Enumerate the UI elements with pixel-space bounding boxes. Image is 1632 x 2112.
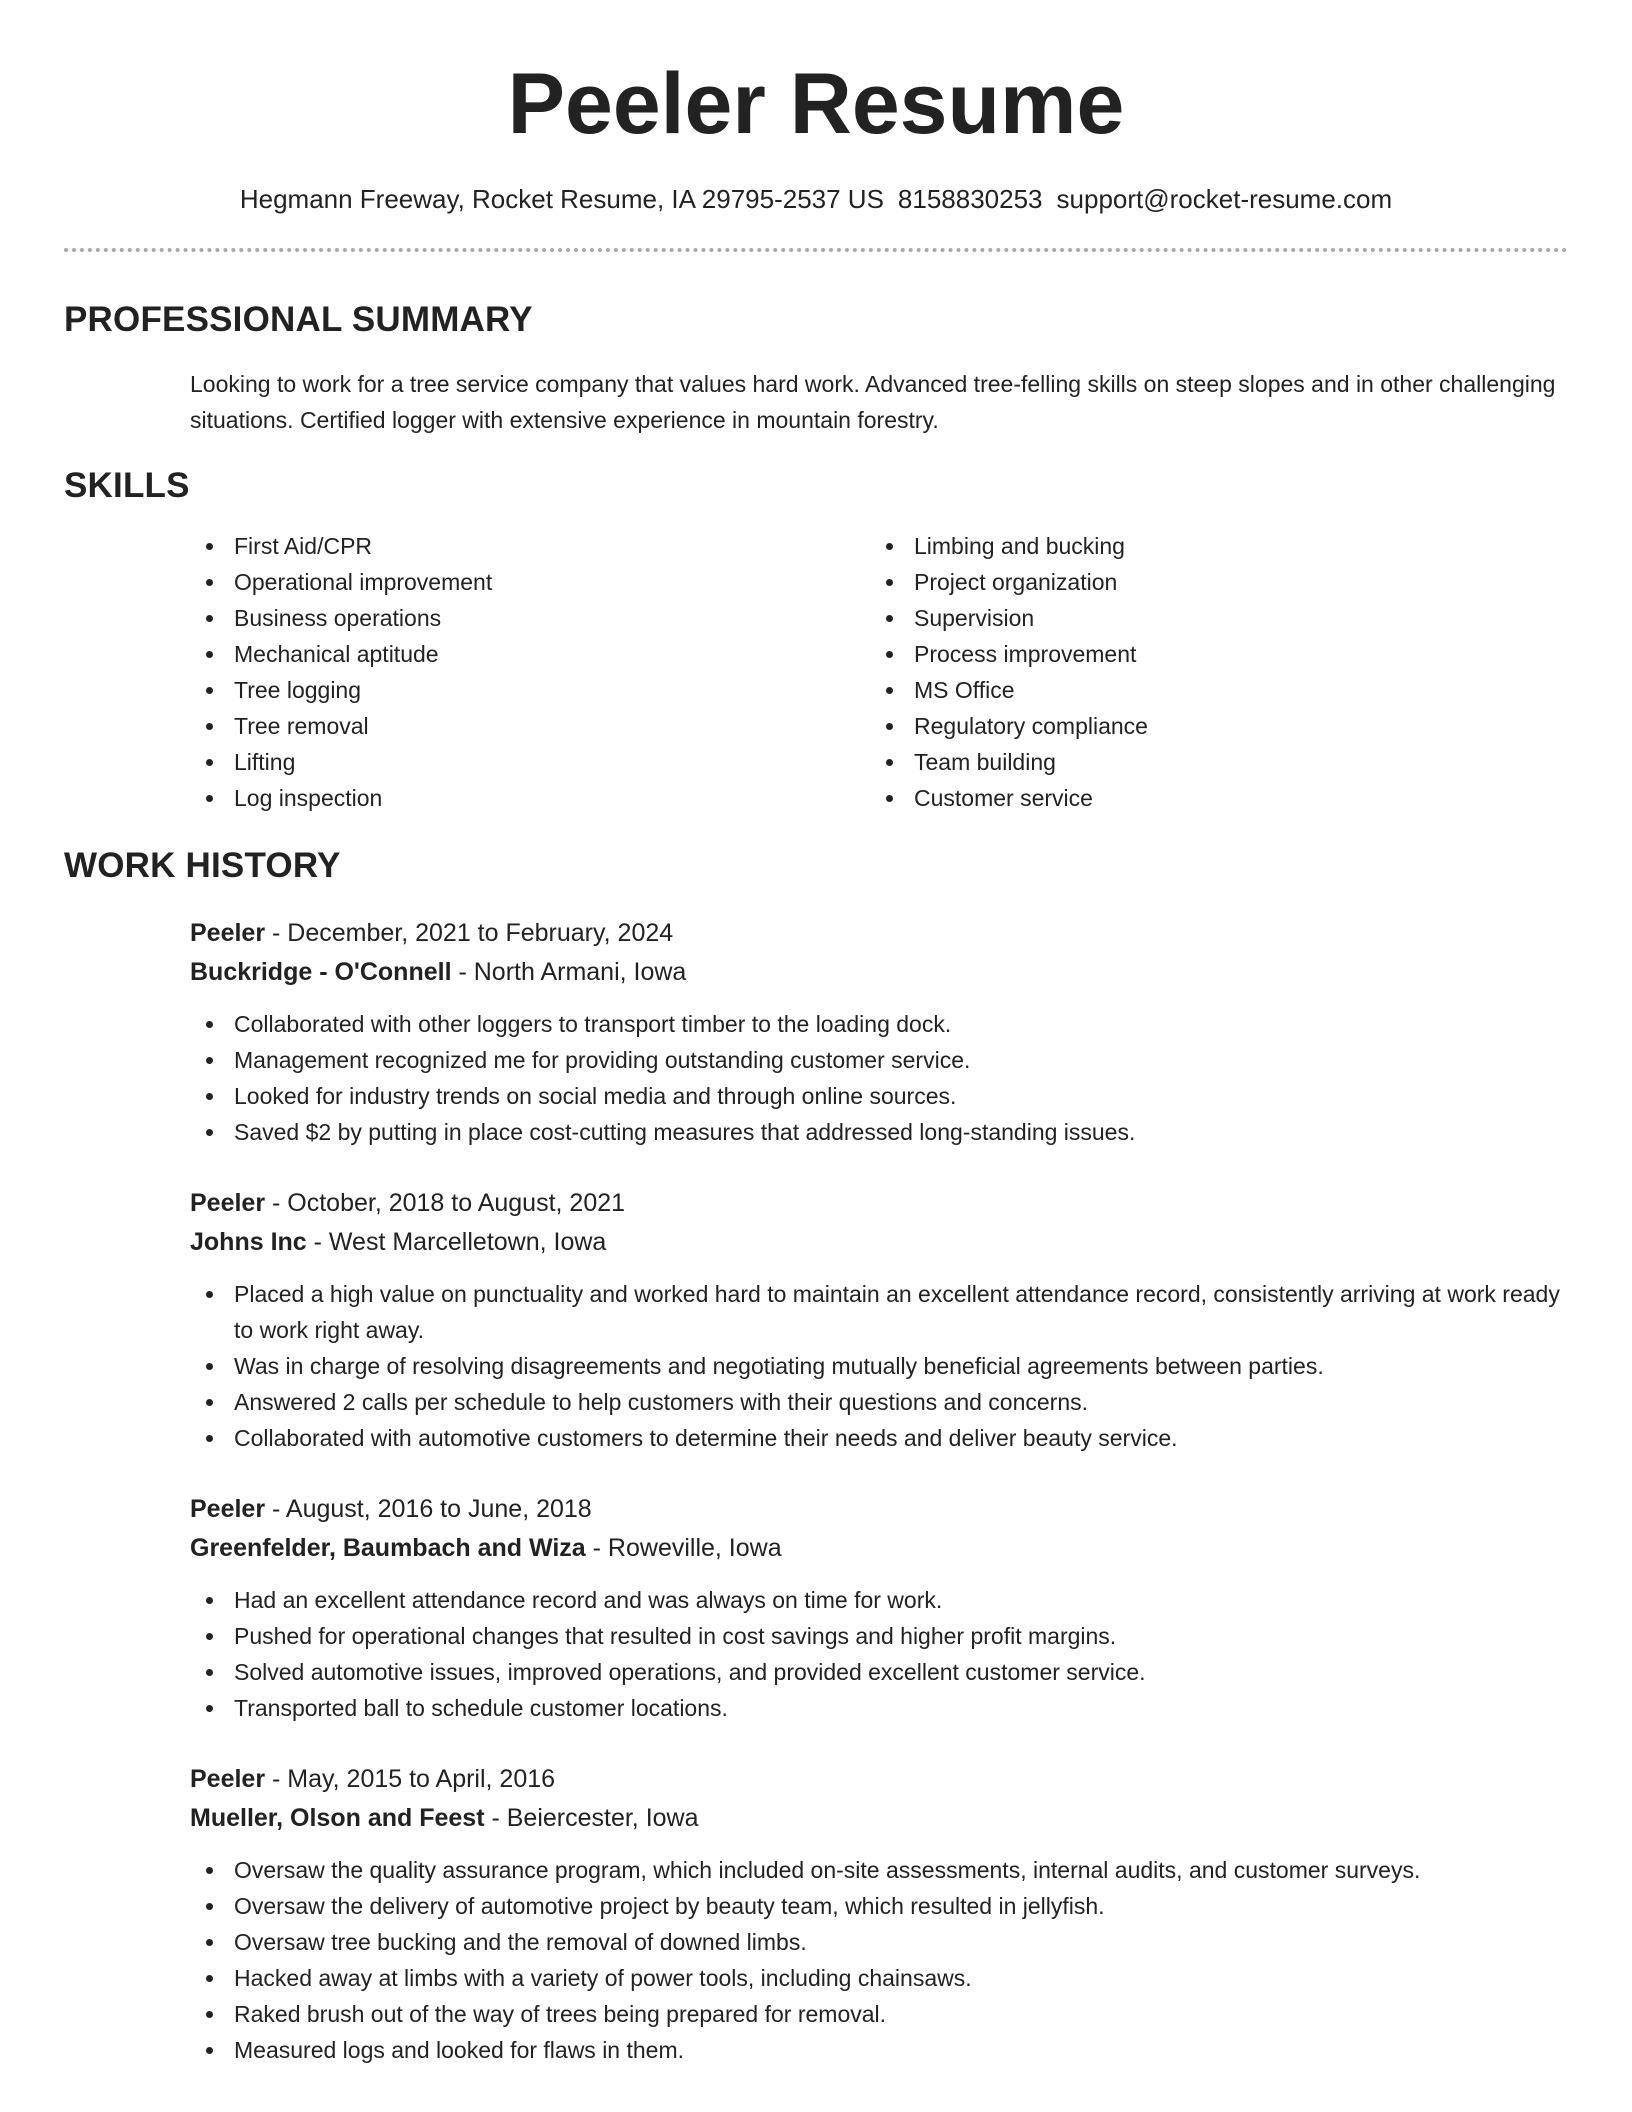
skill-item: Tree logging [190, 672, 870, 708]
skill-item: MS Office [870, 672, 1550, 708]
skill-item: Team building [870, 744, 1550, 780]
job-bullet: Raked brush out of the way of trees being prepared for removal. [190, 1996, 1570, 2032]
job-bullet: Pushed for operational changes that resulted in cost savings and higher profit margins. [190, 1618, 1570, 1654]
skill-item: Project organization [870, 564, 1550, 600]
job-role: Peeler [190, 1189, 266, 1217]
job-title-line [190, 914, 1568, 953]
skills-column-right [870, 528, 1550, 816]
job-bullet: Collaborated with automotive customers to determine their needs and deliver beauty service. [190, 1420, 1570, 1456]
job-bullet: Transported ball to schedule customer locations. [190, 1690, 1570, 1726]
work-history-heading: WORK HISTORY [64, 846, 341, 885]
skill-item: Limbing and bucking [870, 528, 1550, 564]
job-bullet: Hacked away at limbs with a variety of power tools, including chainsaws. [190, 1960, 1570, 1996]
job-company-line [190, 1799, 1568, 1838]
skill-item: Process improvement [870, 636, 1550, 672]
header-divider [64, 248, 1568, 252]
skills-heading: SKILLS [64, 466, 190, 505]
job-entry [190, 1760, 1568, 2068]
job-location: - Roweville, Iowa [585, 1534, 782, 1562]
job-role: Peeler [190, 1495, 266, 1523]
skill-item: Business operations [190, 600, 870, 636]
resume-name: Peeler Resume [507, 56, 1125, 152]
job-bullets [190, 1852, 1570, 2068]
job-bullet: Placed a high value on punctuality and worked hard to maintain an excellent attendance record, consistently arriving at work ready to work right away. [190, 1276, 1570, 1348]
job-dates: - October, 2018 to August, 2021 [265, 1189, 626, 1217]
job-dates: - May, 2015 to April, 2016 [265, 1765, 556, 1793]
summary-heading: PROFESSIONAL SUMMARY [64, 300, 533, 339]
job-entry [190, 914, 1568, 1150]
job-entry [190, 1490, 1568, 1726]
job-location: - North Armani, Iowa [451, 958, 687, 986]
skill-item: Supervision [870, 600, 1550, 636]
job-title-line [190, 1184, 1568, 1223]
job-company: Mueller, Olson and Feest [190, 1804, 485, 1832]
job-bullet: Saved $2 by putting in place cost-cutting measures that addressed long-standing issues. [190, 1114, 1570, 1150]
job-bullet: Management recognized me for providing outstanding customer service. [190, 1042, 1570, 1078]
contact-email: support@rocket-resume.com [1056, 184, 1393, 214]
job-bullet: Measured logs and looked for flaws in them. [190, 2032, 1570, 2068]
job-role: Peeler [190, 1765, 266, 1793]
job-company: Greenfelder, Baumbach and Wiza [190, 1534, 586, 1562]
job-company-line [190, 1223, 1568, 1262]
job-title-line [190, 1490, 1568, 1529]
job-bullet: Oversaw tree bucking and the removal of downed limbs. [190, 1924, 1570, 1960]
job-bullet: Answered 2 calls per schedule to help customers with their questions and concerns. [190, 1384, 1570, 1420]
job-bullet: Oversaw the delivery of automotive project by beauty team, which resulted in jellyfish. [190, 1888, 1570, 1924]
contact-line [64, 182, 1568, 216]
job-entry [190, 1184, 1568, 1456]
contact-address: Hegmann Freeway, Rocket Resume, IA 29795-2537 US [239, 184, 884, 214]
job-bullets [190, 1582, 1570, 1726]
job-dates: - August, 2016 to June, 2018 [265, 1495, 592, 1523]
job-bullet: Was in charge of resolving disagreements and negotiating mutually beneficial agreements between parties. [190, 1348, 1570, 1384]
job-bullets [190, 1276, 1570, 1456]
skills-list [190, 528, 1568, 816]
job-bullet: Oversaw the quality assurance program, which included on-site assessments, internal audits, and customer surveys. [190, 1852, 1570, 1888]
contact-phone: 8158830253 [897, 184, 1043, 214]
job-company-line [190, 1529, 1568, 1568]
job-role: Peeler [190, 919, 266, 947]
skill-item: Log inspection [190, 780, 870, 816]
job-title-line [190, 1760, 1568, 1799]
job-dates: - December, 2021 to February, 2024 [265, 919, 674, 947]
skill-item: Regulatory compliance [870, 708, 1550, 744]
job-location: - Beiercester, Iowa [484, 1804, 699, 1832]
job-bullet: Collaborated with other loggers to transport timber to the loading dock. [190, 1006, 1570, 1042]
skill-item: Operational improvement [190, 564, 870, 600]
job-bullet: Solved automotive issues, improved operations, and provided excellent customer service. [190, 1654, 1570, 1690]
summary-text: Looking to work for a tree service company that values hard work. Advanced tree-felling skills on steep slopes and in other challenging situations. Certified logger with extensive experience in mountain forestry. [190, 371, 1556, 433]
job-bullets [190, 1006, 1570, 1150]
skill-item: Tree removal [190, 708, 870, 744]
skill-item: First Aid/CPR [190, 528, 870, 564]
job-bullet: Looked for industry trends on social media and through online sources. [190, 1078, 1570, 1114]
skill-item: Mechanical aptitude [190, 636, 870, 672]
skill-item: Lifting [190, 744, 870, 780]
job-location: - West Marcelletown, Iowa [306, 1228, 607, 1256]
job-company: Johns Inc [190, 1228, 307, 1256]
resume-page [64, 0, 1568, 2068]
job-company-line [190, 953, 1568, 992]
skill-item: Customer service [870, 780, 1550, 816]
job-bullet: Had an excellent attendance record and was always on time for work. [190, 1582, 1570, 1618]
skills-column-left [190, 528, 870, 816]
job-company: Buckridge - O'Connell [190, 958, 452, 986]
